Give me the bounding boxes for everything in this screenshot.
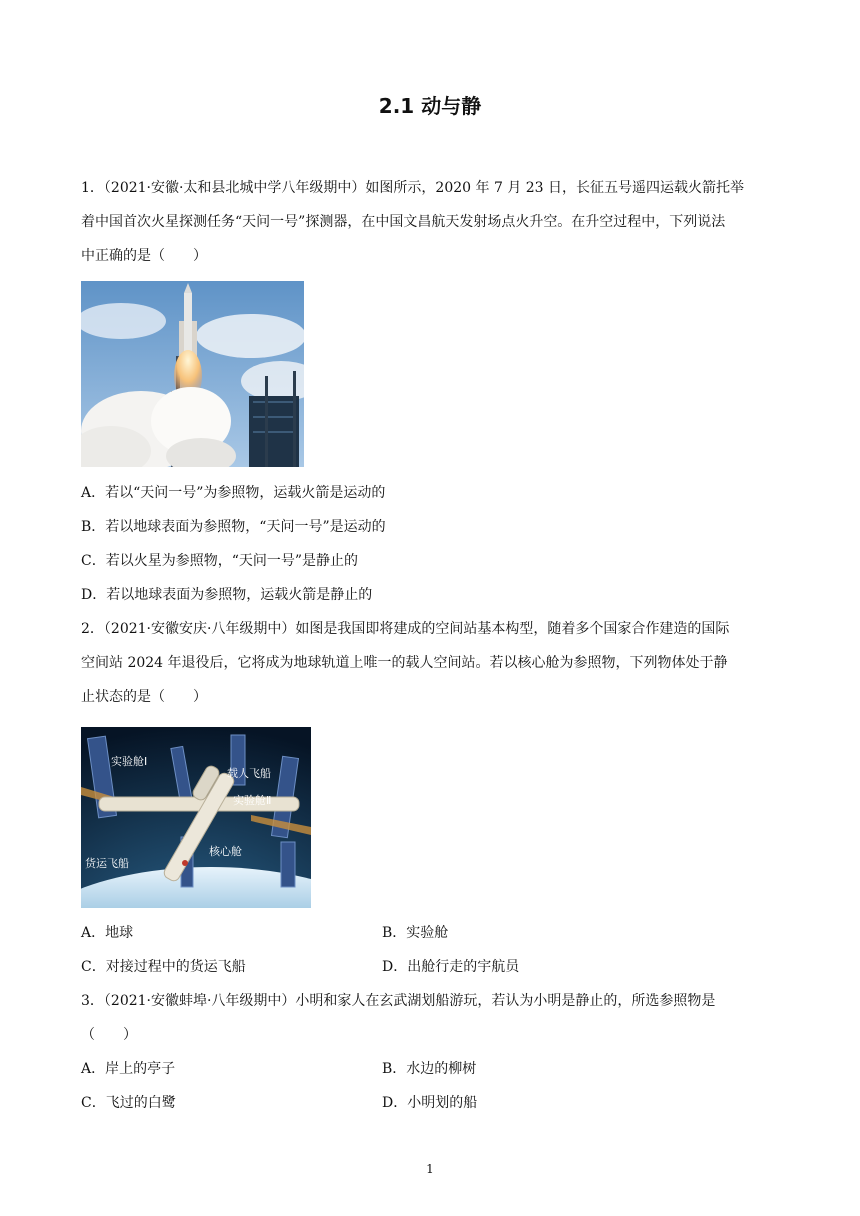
q1-stem-line2: 着中国首次火星探测任务“天问一号”探测器，在中国文昌航天发射场点火升空。在升空过程中，下列说法 <box>81 214 726 230</box>
q3-option-c[interactable]: C．飞过的白鹭 <box>81 1095 176 1111</box>
q3-option-b[interactable]: B．水边的柳树 <box>382 1061 477 1077</box>
page-number: 1 <box>426 1162 434 1176</box>
label-cargo: 货运飞船 <box>85 857 129 870</box>
q1-option-a[interactable]: A．若以“天问一号”为参照物，运载火箭是运动的 <box>81 485 386 501</box>
q1-option-d[interactable]: D．若以地球表面为参照物，运载火箭是静止的 <box>81 587 373 603</box>
label-core: 核心舱 <box>209 845 242 858</box>
q1-option-c[interactable]: C．若以火星为参照物，“天问一号”是静止的 <box>81 553 359 569</box>
q2-option-d[interactable]: D．出舱行走的宇航员 <box>382 959 520 975</box>
q2-stem-line2: 空间站 2024 年退役后，它将成为地球轨道上唯一的载人空间站。若以核心舱为参照物，下列物体处于静 <box>81 655 728 671</box>
q3-stem-line1: 3．（2021·安徽蚌埠·八年级期中）小明和家人在玄武湖划船游玩，若认为小明是静止的，所选参照物是 <box>81 993 716 1009</box>
page-title: 2.1 动与静 <box>378 94 482 118</box>
q2-stem-line3: 止状态的是（ ） <box>81 689 207 705</box>
rocket-launch-image <box>81 281 304 467</box>
q3-option-d[interactable]: D．小明划的船 <box>382 1095 478 1111</box>
q2-option-a[interactable]: A．地球 <box>81 925 134 941</box>
q2-stem-line1: 2．（2021·安徽安庆·八年级期中）如图是我国即将建成的空间站基本构型，随着多个国家合作建造的国际 <box>81 621 730 637</box>
label-crew-ship: 载人飞船 <box>227 767 271 780</box>
q3-stem-line2: （ ） <box>81 1027 137 1043</box>
space-station-image <box>81 727 311 908</box>
q1-stem-line1: 1．（2021·安徽·太和县北城中学八年级期中）如图所示，2020 年 7 月 23 日，长征五号遥四运载火箭托举 <box>81 180 745 196</box>
q2-option-b[interactable]: B．实验舱 <box>382 925 449 941</box>
q3-option-a[interactable]: A．岸上的亭子 <box>81 1061 176 1077</box>
q1-stem-line3: 中正确的是（ ） <box>81 248 207 264</box>
label-lab2: 实验舱Ⅱ <box>233 794 272 807</box>
q1-option-b[interactable]: B．若以地球表面为参照物，“天问一号”是运动的 <box>81 519 386 535</box>
q2-option-c[interactable]: C．对接过程中的货运飞船 <box>81 959 246 975</box>
label-lab1: 实验舱Ⅰ <box>111 755 148 768</box>
